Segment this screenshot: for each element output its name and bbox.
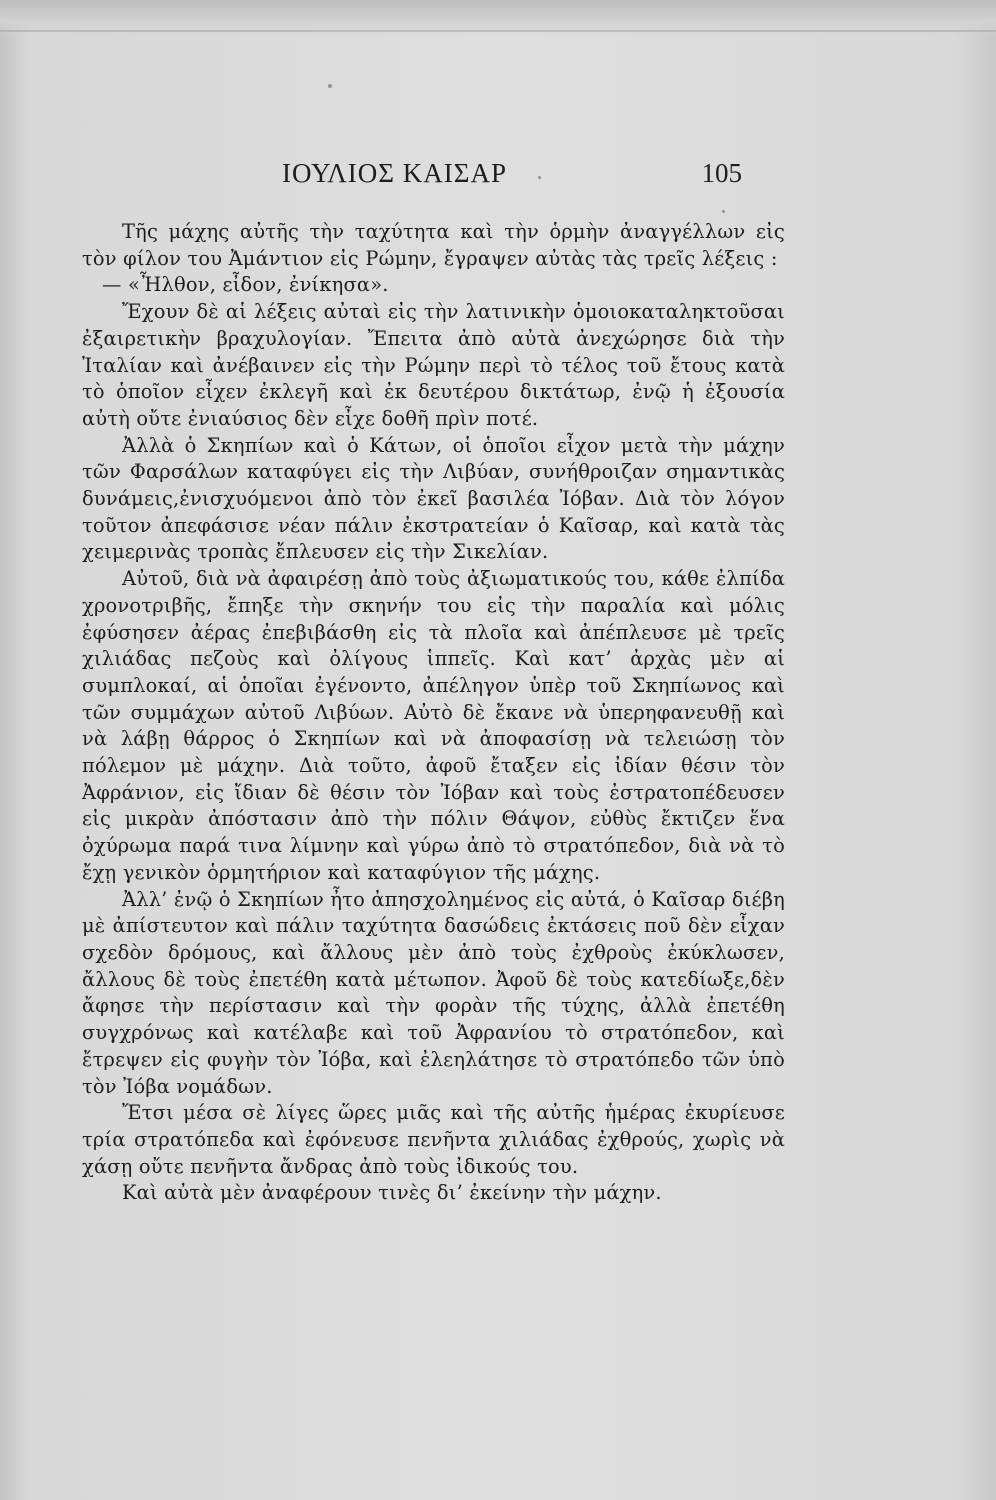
paper-speck bbox=[538, 176, 541, 179]
paragraph: Ἔτσι μέσα σὲ λίγες ὥρες μιᾶς καὶ τῆς αὐτῆς ἡμέρας ἐκυρίευσε τρία στρατόπεδα καὶ ἐφόνευσε πενῆντα χιλιάδας ἐχθρούς, χωρὶς νὰ χάσῃ οὔτε πενῆντα ἄνδρας ἀπὸ τοὺς ἰδικούς του. bbox=[82, 1101, 785, 1178]
page-top-edge-line bbox=[0, 30, 996, 32]
paragraph: Ἀλλ’ ἐνῷ ὁ Σκηπίων ἦτο ἀπησχολημένος εἰς αὐτά, ὁ Καῖσαρ διέβη μὲ ἀπίστευτον καὶ πάλιν ταχύτητα δασώδεις ἐκτάσεις ποῦ δὲν εἶχαν σχεδὸν δρόμους, καὶ ἄλλους μὲν ἀπὸ τοὺς ἐχθροὺς ἐκύκλωσεν, ἄλλους δὲ τοὺς ἐπετέθη κατὰ μέτωπον. Ἀφοῦ δὲ τοὺς κατεδίωξε,δὲν ἄφησε τὴν περίστασιν καὶ τὴν φορὰν τῆς τύχης, ἀλλὰ ἐπετέθη συγχρόνως καὶ κατέλαβε καὶ τοῦ Ἀφρανίου τὸ στρατόπεδον, καὶ ἔτρεψεν εἰς φυγὴν τὸν Ἰόβα, καὶ ἐλεηλάτησε τὸ στρατόπεδο τῶν ὑπὸ τὸν Ἰόβα νομάδων. bbox=[82, 887, 785, 1098]
paper-speck bbox=[328, 84, 332, 88]
paragraph: Ἔχουν δὲ αἱ λέξεις αὐταὶ εἰς τὴν λατινικὴν ὁμοιοκαταληκτοῦσαι ἐξαιρετικὴν βραχυλογίαν. Ἔπειτα ἀπὸ αὐτὰ ἀνεχώρησε διὰ τὴν Ἰταλίαν καὶ ἀνέβαινεν εἰς τὴν Ρώμην περὶ τὸ τέλος τοῦ ἔτους κατὰ τὸ ὁποῖον εἶχεν ἐκλεγῆ καὶ ἐκ δευτέρου δικτάτωρ, ἐνῷ ἡ ἐξουσία αὐτὴ οὔτε ἐνιαύσιος δὲν εἶχε δοθῆ πρὶν ποτέ. bbox=[82, 300, 785, 430]
page-number: 105 bbox=[701, 158, 742, 188]
paragraph: Αὐτοῦ, διὰ νὰ ἀφαιρέσῃ ἀπὸ τοὺς ἀξιωματικούς του, κάθε ἐλπίδα χρονοτριβῆς, ἔπηξε τὴν σκηνήν του εἰς τὴν παραλία καὶ μόλις ἐφύσησεν ἀέρας ἐπεβιβάσθη εἰς τὰ πλοῖα καὶ ἀπέπλευσε μὲ τρεῖς χιλιάδας πεζοὺς καὶ ὀλίγους ἱππεῖς. Καὶ κατ’ ἀρχὰς μὲν αἱ συμπλοκαί, αἱ ὁποῖαι ἐγένοντο, ἀπέληγον ὑπὲρ τοῦ Σκηπίωνος καὶ τῶν συμμάχων αὐτοῦ Λιβύων. Αὐτὸ δὲ ἔκανε νὰ ὑπερηφανευθῇ καὶ νὰ λάβῃ θάρρος ὁ Σκηπίων καὶ νὰ ἀποφασίσῃ νὰ τελειώσῃ τὸν πόλεμον μὲ μάχην. Διὰ τοῦτο, ἀφοῦ ἔταξεν εἰς ἰδίαν θέσιν τὸν Ἀφράνιον, εἰς ἴδιαν δὲ θέσιν τὸν Ἰόβαν καὶ τοὺς ἐστρατοπέδευσεν εἰς μικρὰν ἀπόστασιν ἀπὸ τὴν πόλιν Θάψον, εὐθὺς ἔκτιζεν ἕνα ὀχύρωμα παρά τινα λίμνην καὶ γύρω ἀπὸ τὸ στρατόπεδον, διὰ νὰ τὸ ἔχῃ γενικὸν ὁρμητήριον καὶ καταφύγιον τῆς μάχης. bbox=[82, 567, 785, 884]
running-title: ΙΟΥΛΙΟΣ ΚΑΙΣΑΡ bbox=[282, 158, 507, 188]
paragraph: Ἀλλὰ ὁ Σκηπίων καὶ ὁ Κάτων, οἱ ὁποῖοι εἶχον μετὰ τὴν μάχην τῶν Φαρσάλων καταφύγει εἰς τὴν Λιβύαν, συνήθροιζαν σημαντικὰς δυνάμεις,ἐνισχυόμενοι ἀπὸ τὸν ἐκεῖ βασιλέα Ἰόβαν. Διὰ τὸν λόγον τοῦτον ἀπεφάσισε νέαν πάλιν ἐκστρατείαν ὁ Καῖσαρ, καὶ κατὰ τὰς χειμερινὰς τροπὰς ἔπλευσεν εἰς τὴν Σικελίαν. bbox=[82, 433, 785, 564]
body-text bbox=[82, 219, 785, 1207]
paper-speck bbox=[722, 210, 725, 213]
quote-line: — «Ἦλθον, εἶδον, ἐνίκησα». bbox=[102, 273, 389, 297]
paragraph: Καὶ αὐτὰ μὲν ἀναφέρουν τινὲς δι’ ἐκείνην τὴν μάχην. bbox=[122, 1181, 662, 1205]
page-header bbox=[282, 158, 742, 194]
paragraph: Τῆς μάχης αὐτῆς τὴν ταχύτητα καὶ τὴν ὁρμὴν ἀναγγέλλων εἰς τὸν φίλον του Ἀμάντιον εἰς Ρώμην, ἔγραψεν αὐτὰς τὰς τρεῖς λέξεις : bbox=[82, 220, 785, 270]
